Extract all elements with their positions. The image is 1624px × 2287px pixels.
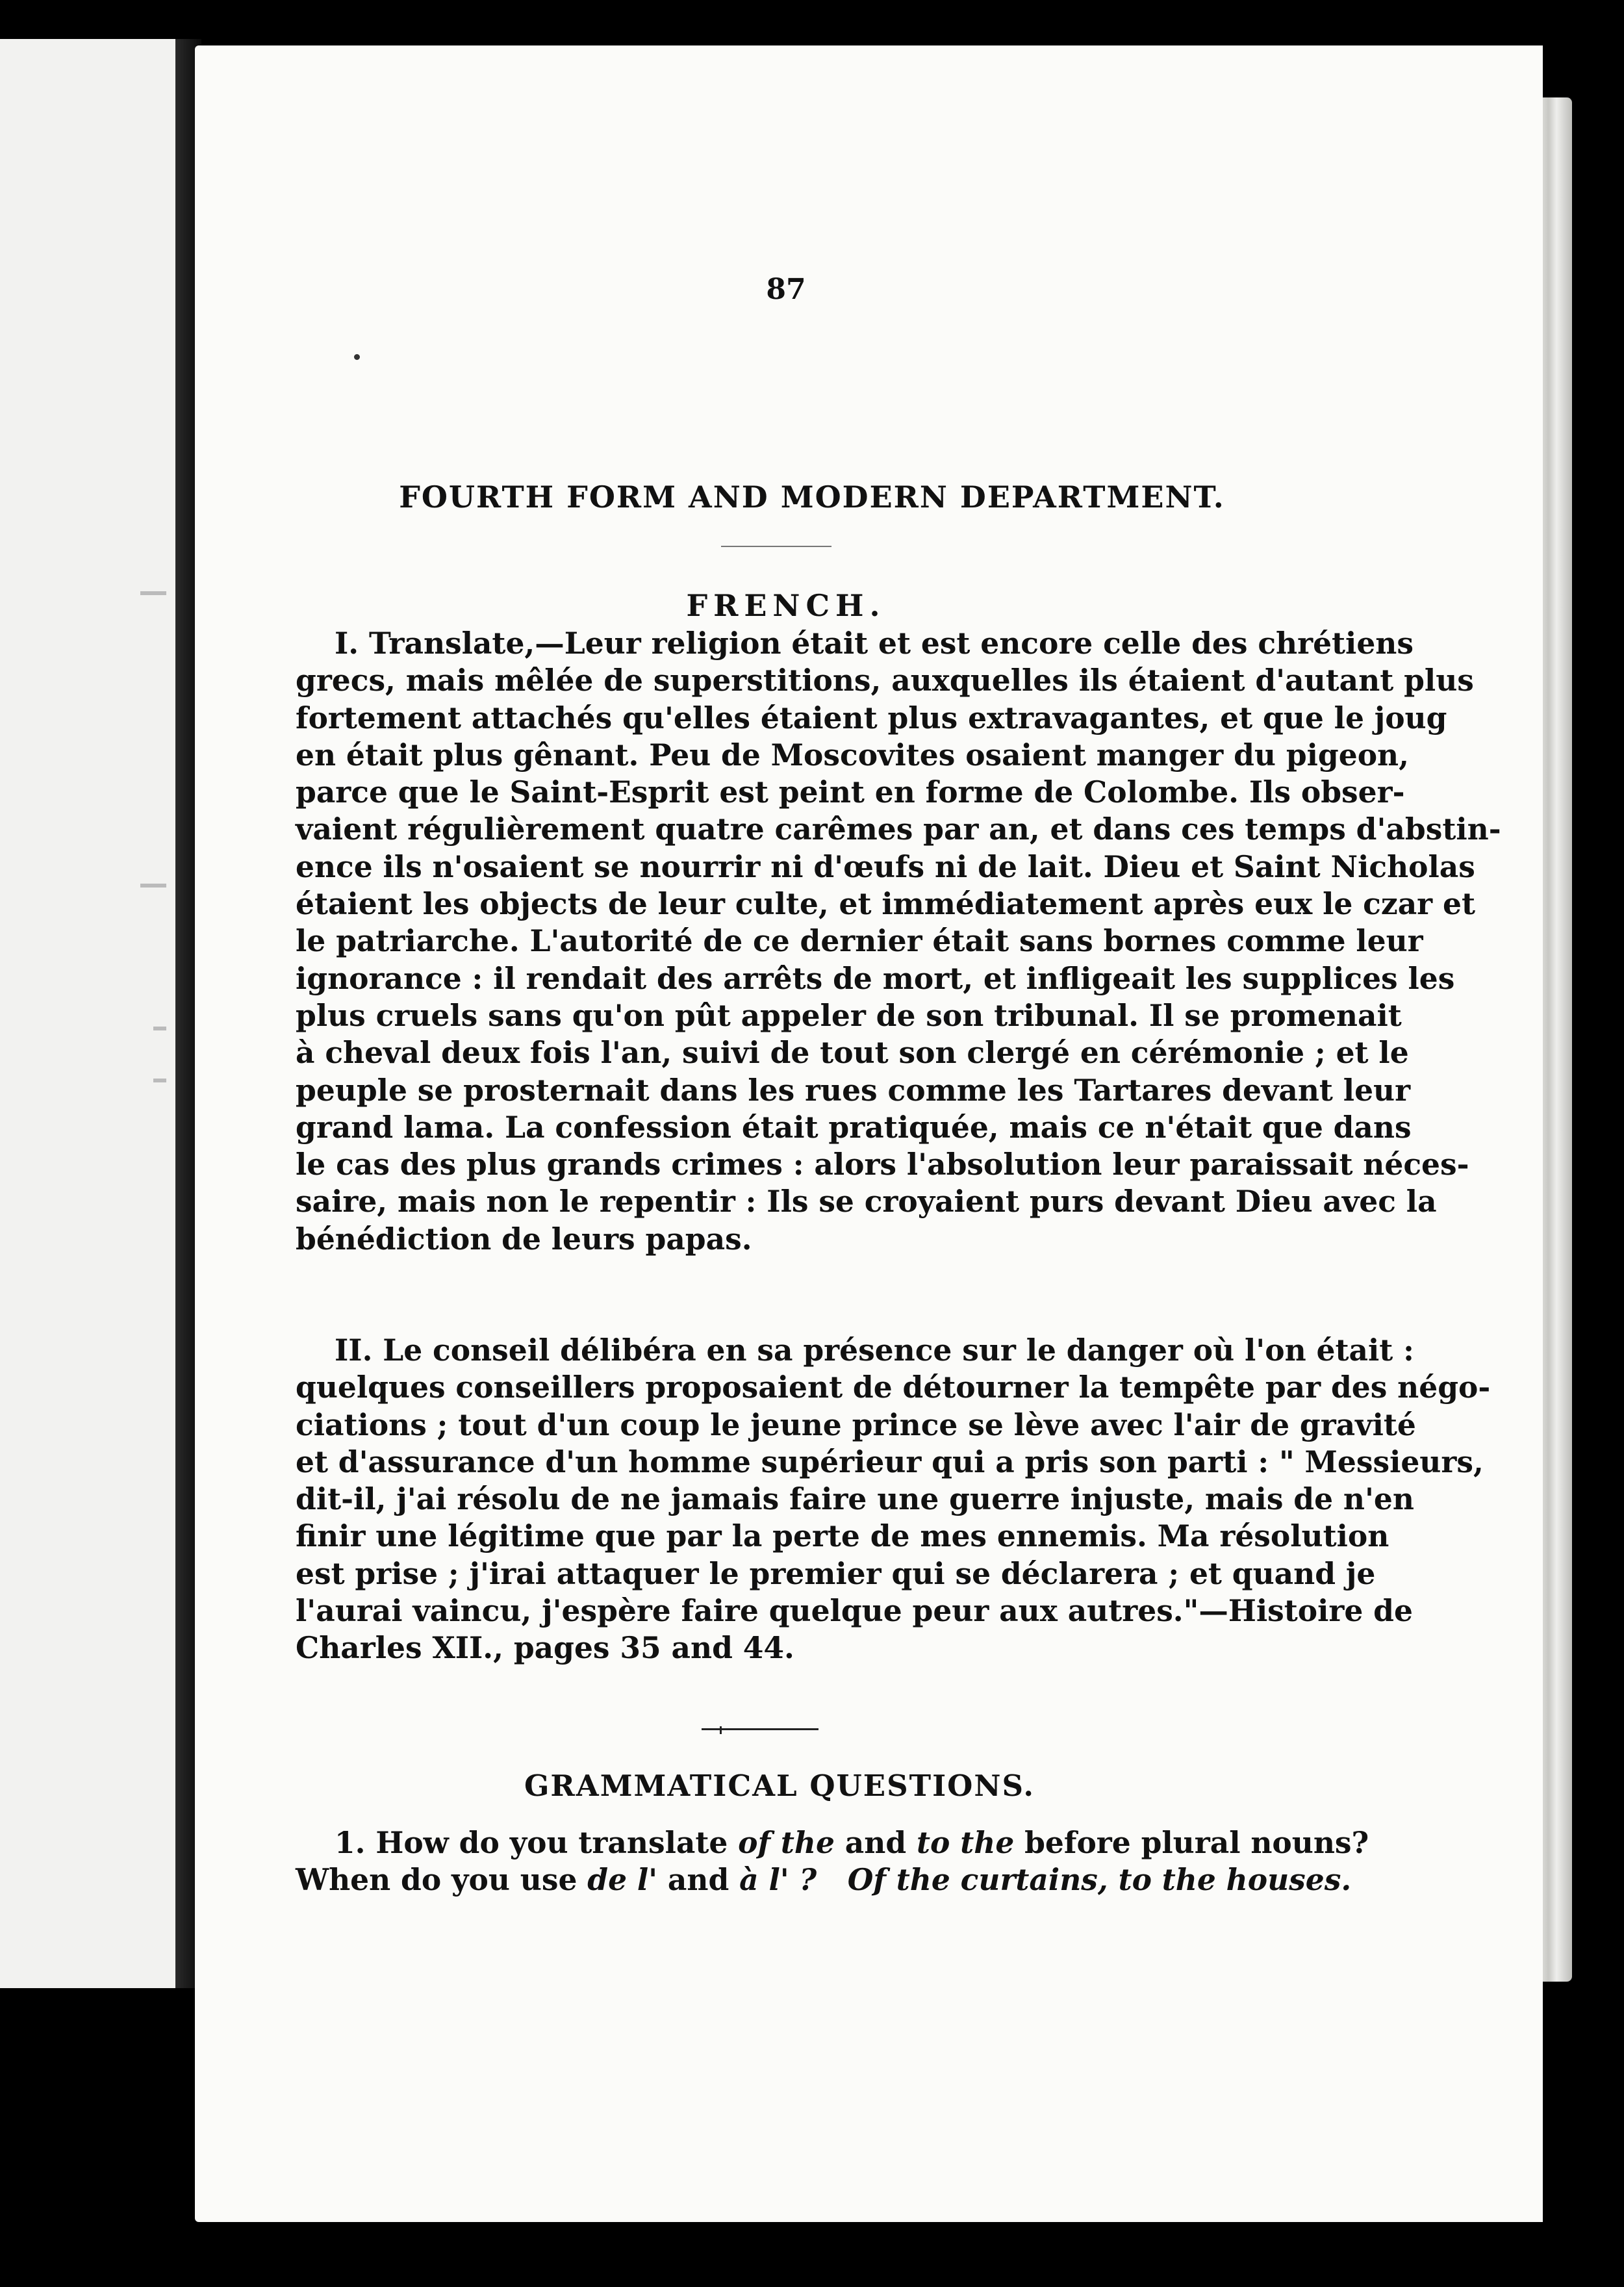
question-text: and	[657, 1862, 740, 1898]
question-text: 1. How do you translate	[335, 1825, 739, 1860]
passage-line: Charles XII., pages 35 and 44.	[296, 1630, 794, 1666]
question-line	[296, 1824, 1369, 1861]
bleed-mark	[153, 1079, 166, 1082]
passage-line: en était plus gênant. Peu de Moscovites osaient manger du pigeon,	[296, 737, 1409, 773]
bleed-mark	[153, 1027, 166, 1030]
question-text: When do you use	[296, 1862, 588, 1898]
passage-line: parce que le Saint-Esprit est peint en forme de Colombe. Ils obser-	[296, 774, 1405, 810]
passage-line: à cheval deux fois l'an, suivi de tout son clergé en cérémonie ; et le	[296, 1035, 1409, 1071]
passage-line: fortement attachés qu'elles étaient plus extravagantes, et que le joug	[296, 700, 1447, 735]
passage-line: grecs, mais mêlée de superstitions, auxquelles ils étaient d'autant plus	[296, 663, 1474, 698]
passage-line: bénédiction de leurs papas.	[296, 1221, 752, 1257]
bleed-mark	[140, 884, 166, 888]
divider-rule	[721, 546, 831, 547]
passage-line: vaient régulièrement quatre carêmes par an, et dans ces temps d'abstin-	[296, 811, 1501, 847]
passage-line: étaient les objects de leur culte, et immédiatement après eux le czar et	[296, 886, 1475, 922]
passage-line: finir une légitime que par la perte de mes ennemis. Ma résolution	[296, 1518, 1389, 1554]
passage-line: peuple se prosternait dans les rues comme les Tartares devant leur	[296, 1072, 1411, 1108]
passage-line: dit-il, j'ai résolu de ne jamais faire une guerre injuste, mais de n'en	[296, 1481, 1414, 1517]
ink-dot	[354, 354, 360, 360]
passage-line: ence ils n'osaient se nourrir ni d'œufs ni de lait. Dieu et Saint Nicholas	[296, 849, 1475, 884]
facing-page-edge	[0, 39, 177, 1988]
question-term: de l'	[587, 1862, 658, 1898]
passage-line: le cas des plus grands crimes : alors l'absolution leur paraissait néces-	[296, 1147, 1469, 1182]
question-term: à l' ?	[739, 1862, 817, 1898]
question-one	[296, 1824, 1369, 1899]
question-term: to the	[917, 1825, 1015, 1860]
passage-line: le patriarche. L'autorité de ce dernier était sans bornes comme leur	[296, 923, 1423, 959]
bleed-mark	[140, 591, 166, 595]
passage-line: II. Le conseil délibéra en sa présence sur le danger où l'on était :	[335, 1333, 1414, 1368]
question-example: Of the curtains, to the houses.	[847, 1862, 1352, 1898]
passage-two	[296, 1332, 1491, 1667]
passage-line: et d'assurance d'un homme supérieur qui a pris son parti : " Messieurs,	[296, 1444, 1484, 1479]
passage-line: quelques conseillers proposaient de détourner la tempête par des négo-	[296, 1370, 1491, 1405]
passage-one	[296, 625, 1501, 1258]
passage-line: I. Translate,—Leur religion était et est encore celle des chrétiens	[335, 626, 1414, 661]
grammar-heading: GRAMMATICAL QUESTIONS.	[524, 1769, 1035, 1803]
question-text: before plural nouns?	[1014, 1825, 1369, 1860]
question-term: of the	[738, 1825, 835, 1860]
passage-line: plus cruels sans qu'on pût appeler de son tribunal. Il se promenait	[296, 997, 1402, 1033]
passage-line: grand lama. La confession était pratiquée, mais ce n'était que dans	[296, 1109, 1412, 1145]
passage-line: l'aurai vaincu, j'espère faire quelque peur aux autres."—Histoire de	[296, 1593, 1413, 1629]
section-heading: FRENCH.	[686, 588, 886, 623]
ornamental-rule	[702, 1728, 818, 1730]
passage-line: ciations ; tout d'un coup le jeune prince se lève avec l'air de gravité	[296, 1407, 1416, 1442]
question-line	[296, 1861, 1352, 1898]
passage-line: ignorance : il rendait des arrêts de mort, et infligeait les supplices les	[296, 960, 1455, 996]
department-heading: FOURTH FORM AND MODERN DEPARTMENT.	[399, 479, 1225, 515]
passage-line: est prise ; j'irai attaquer le premier qui se déclarera ; et quand je	[296, 1555, 1376, 1591]
page-number: 87	[766, 273, 806, 306]
passage-line: saire, mais non le repentir : Ils se croyaient purs devant Dieu avec la	[296, 1184, 1437, 1220]
question-text: and	[834, 1825, 917, 1860]
